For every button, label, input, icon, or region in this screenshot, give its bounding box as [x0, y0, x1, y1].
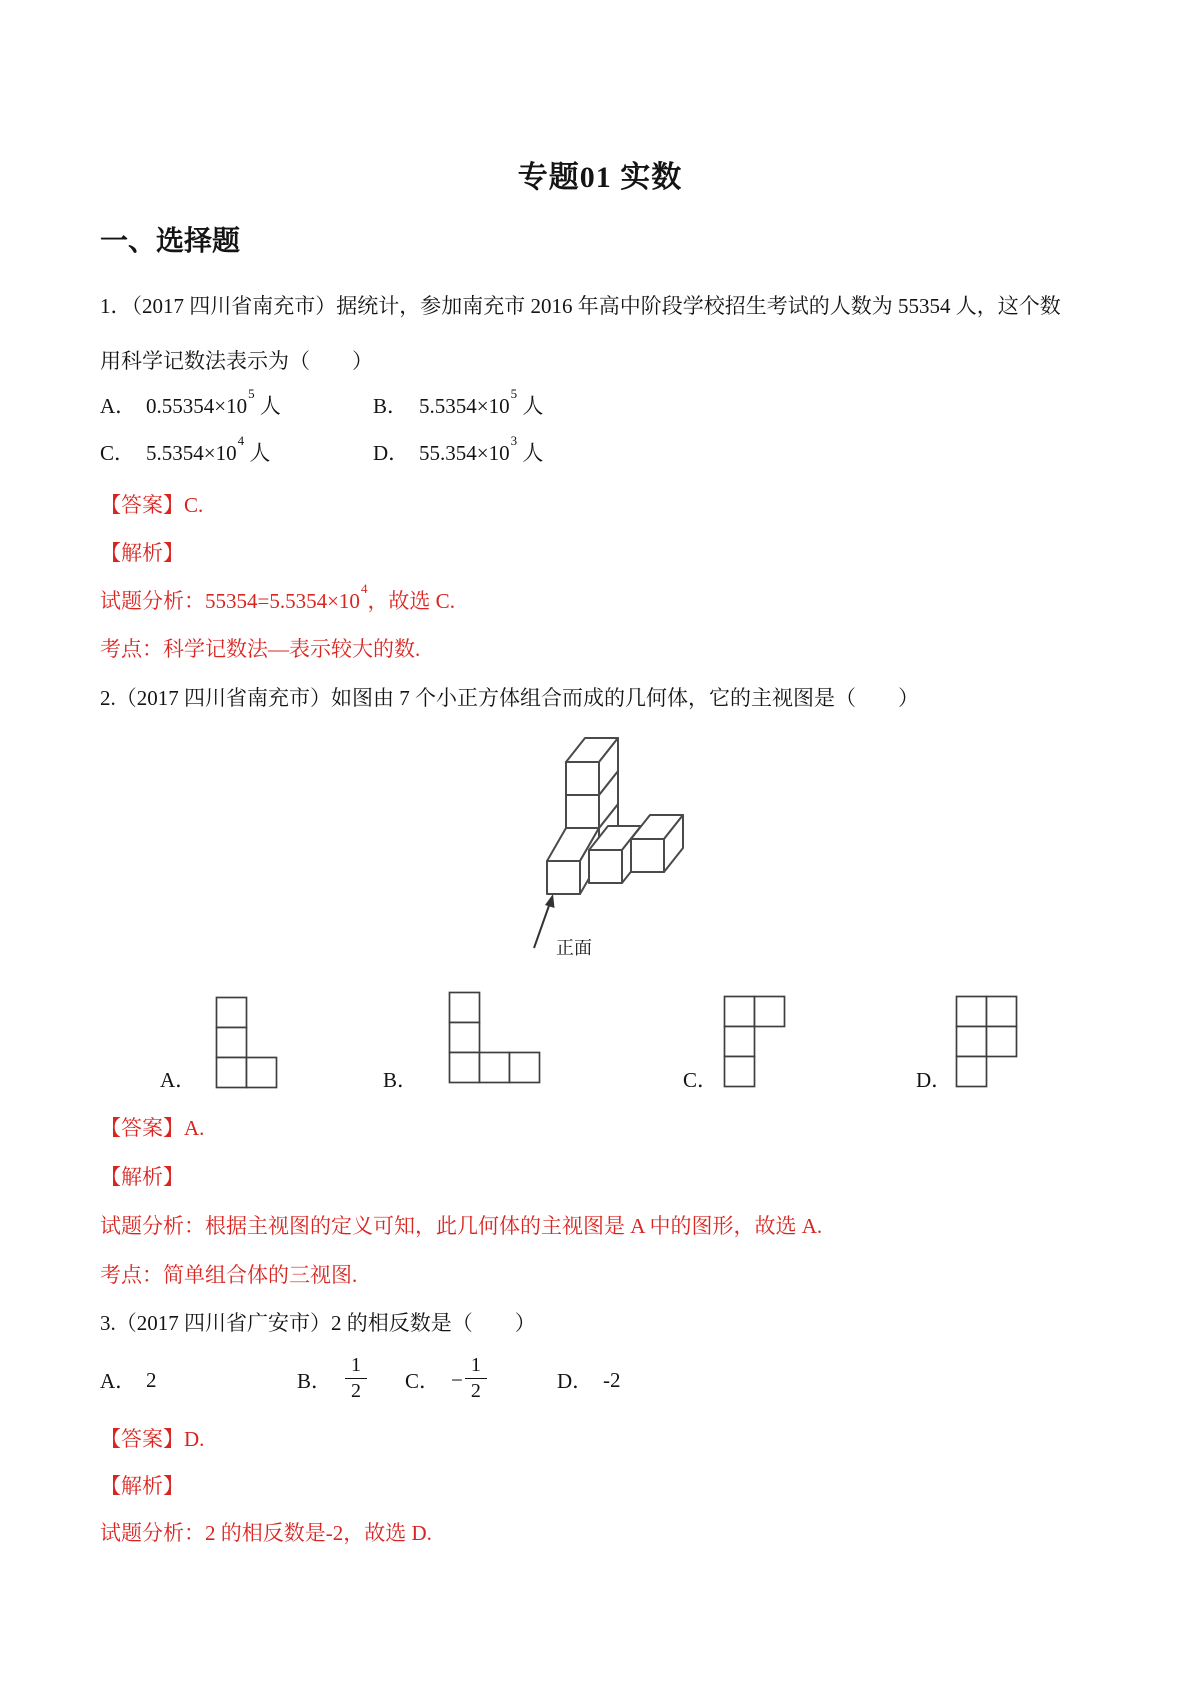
- q2-option-a-label: A．: [160, 1068, 197, 1092]
- q1-stem-line2: 用科学记数法表示为（ ）: [100, 349, 373, 373]
- q1-option-c: [100, 432, 271, 467]
- q3-option-a-value: 2: [146, 1367, 157, 1392]
- q1-analysis: [100, 580, 455, 615]
- q1-kaodian: 考点：科学记数法—表示较大的数.: [100, 637, 421, 661]
- q3-option-d-label: D．: [557, 1369, 594, 1393]
- q3-option-d: [557, 1348, 621, 1412]
- q1-option-b-value: 5.5354×10: [419, 394, 510, 418]
- q1-option-d-unit: 人: [517, 441, 544, 465]
- q1-option-a-value: 0.55354×10: [146, 394, 248, 418]
- q2-option-b-label: B．: [383, 1068, 419, 1092]
- q1-option-d-label: D．: [373, 441, 410, 465]
- q1-option-c-value: 5.5354×10: [146, 441, 237, 465]
- q2-jiexi-tag: 【解析】: [100, 1165, 184, 1189]
- q3-answer-line: [100, 1423, 204, 1453]
- q3-option-c: [405, 1348, 489, 1412]
- q3-answer-value: D.: [184, 1427, 205, 1451]
- q3-option-b-label: B．: [297, 1369, 333, 1393]
- q1-stem-line1: 1．（2017 四川省南充市）据统计，参加南充市 2016 年高中阶段学校招生考试的人数为 55354 人，这个数: [100, 294, 1061, 318]
- q1-option-b-unit: 人: [517, 394, 544, 418]
- q2-cube-figure: [498, 690, 698, 970]
- q3-analysis: 试题分析：2 的相反数是-2，故选 D.: [100, 1521, 432, 1545]
- q1-option-d-value: 55.354×10: [419, 441, 510, 465]
- q1-answer-line: [100, 489, 203, 519]
- q1-answer-tag: 【答案】: [100, 493, 184, 517]
- q3-option-d-value: -2: [603, 1367, 621, 1392]
- q3-option-c-sign: −: [451, 1367, 463, 1392]
- fraction-numerator: 1: [351, 1353, 361, 1376]
- q1-answer-value: C.: [184, 493, 204, 517]
- fraction-denominator: 2: [345, 1378, 367, 1402]
- q3-jiexi-tag: 【解析】: [100, 1474, 184, 1498]
- q1-option-a-exponent: 5: [248, 385, 255, 401]
- q1-option-c-unit: 人: [244, 441, 271, 465]
- q1-option-d: [373, 432, 544, 467]
- q2-option-a-figure: [215, 996, 308, 1089]
- q1-option-a-unit: 人: [254, 394, 281, 418]
- q3-option-a: [100, 1348, 157, 1412]
- q1-option-c-label: C．: [100, 441, 136, 465]
- q3-option-b: [297, 1348, 369, 1412]
- q2-kaodian: 考点：简单组合体的三视图.: [100, 1263, 358, 1287]
- q3-option-b-fraction: [345, 1355, 367, 1402]
- q2-option-b-figure: [448, 991, 541, 1084]
- q1-option-c-exponent: 4: [237, 432, 245, 448]
- q1-option-a-label: A．: [100, 394, 137, 418]
- q2-answer-tag: 【答案】: [100, 1116, 184, 1140]
- q1-option-b-label: B．: [373, 394, 409, 418]
- q1-option-b-exponent: 5: [510, 385, 518, 401]
- q1-option-a: [100, 385, 281, 420]
- q2-option-c-label: C．: [683, 1068, 719, 1092]
- q1-analysis-post: ，故选 C.: [367, 589, 455, 613]
- q1-option-b: [373, 385, 544, 420]
- q3-answer-tag: 【答案】: [100, 1427, 184, 1451]
- q2-option-c-figure: [723, 995, 816, 1088]
- q2-figure-front-label: 正面: [556, 938, 592, 958]
- q3-option-c-label: C．: [405, 1369, 441, 1393]
- q3-option-a-label: A．: [100, 1369, 137, 1393]
- q2-analysis: 试题分析：根据主视图的定义可知，此几何体的主视图是 A 中的图形，故选 A.: [100, 1214, 823, 1238]
- q2-option-d-figure: [955, 995, 1048, 1088]
- fraction-denominator: 2: [465, 1378, 487, 1402]
- q1-jiexi-tag: 【解析】: [100, 541, 184, 565]
- q1-option-d-exponent: 3: [510, 432, 518, 448]
- page-title: 专题01 实数: [517, 161, 683, 194]
- section-heading: 一、选择题: [100, 226, 241, 257]
- q3-option-c-fraction: [465, 1355, 487, 1402]
- q2-answer-value: A.: [184, 1116, 205, 1140]
- q2-answer-line: [100, 1112, 204, 1142]
- front-view-arrow-icon: [534, 894, 555, 948]
- q3-stem: 3.（2017 四川省广安市）2 的相反数是（ ）: [100, 1311, 536, 1335]
- q2-stem: 2.（2017 四川省南充市）如图由 7 个小正方体组合而成的几何体，它的主视图是（ ）: [100, 686, 919, 710]
- q1-analysis-pre: 试题分析：55354=5.5354×10: [100, 589, 360, 613]
- q1-analysis-exponent: 4: [360, 580, 368, 596]
- q2-option-d-label: D．: [916, 1068, 953, 1092]
- fraction-numerator: 1: [470, 1353, 481, 1376]
